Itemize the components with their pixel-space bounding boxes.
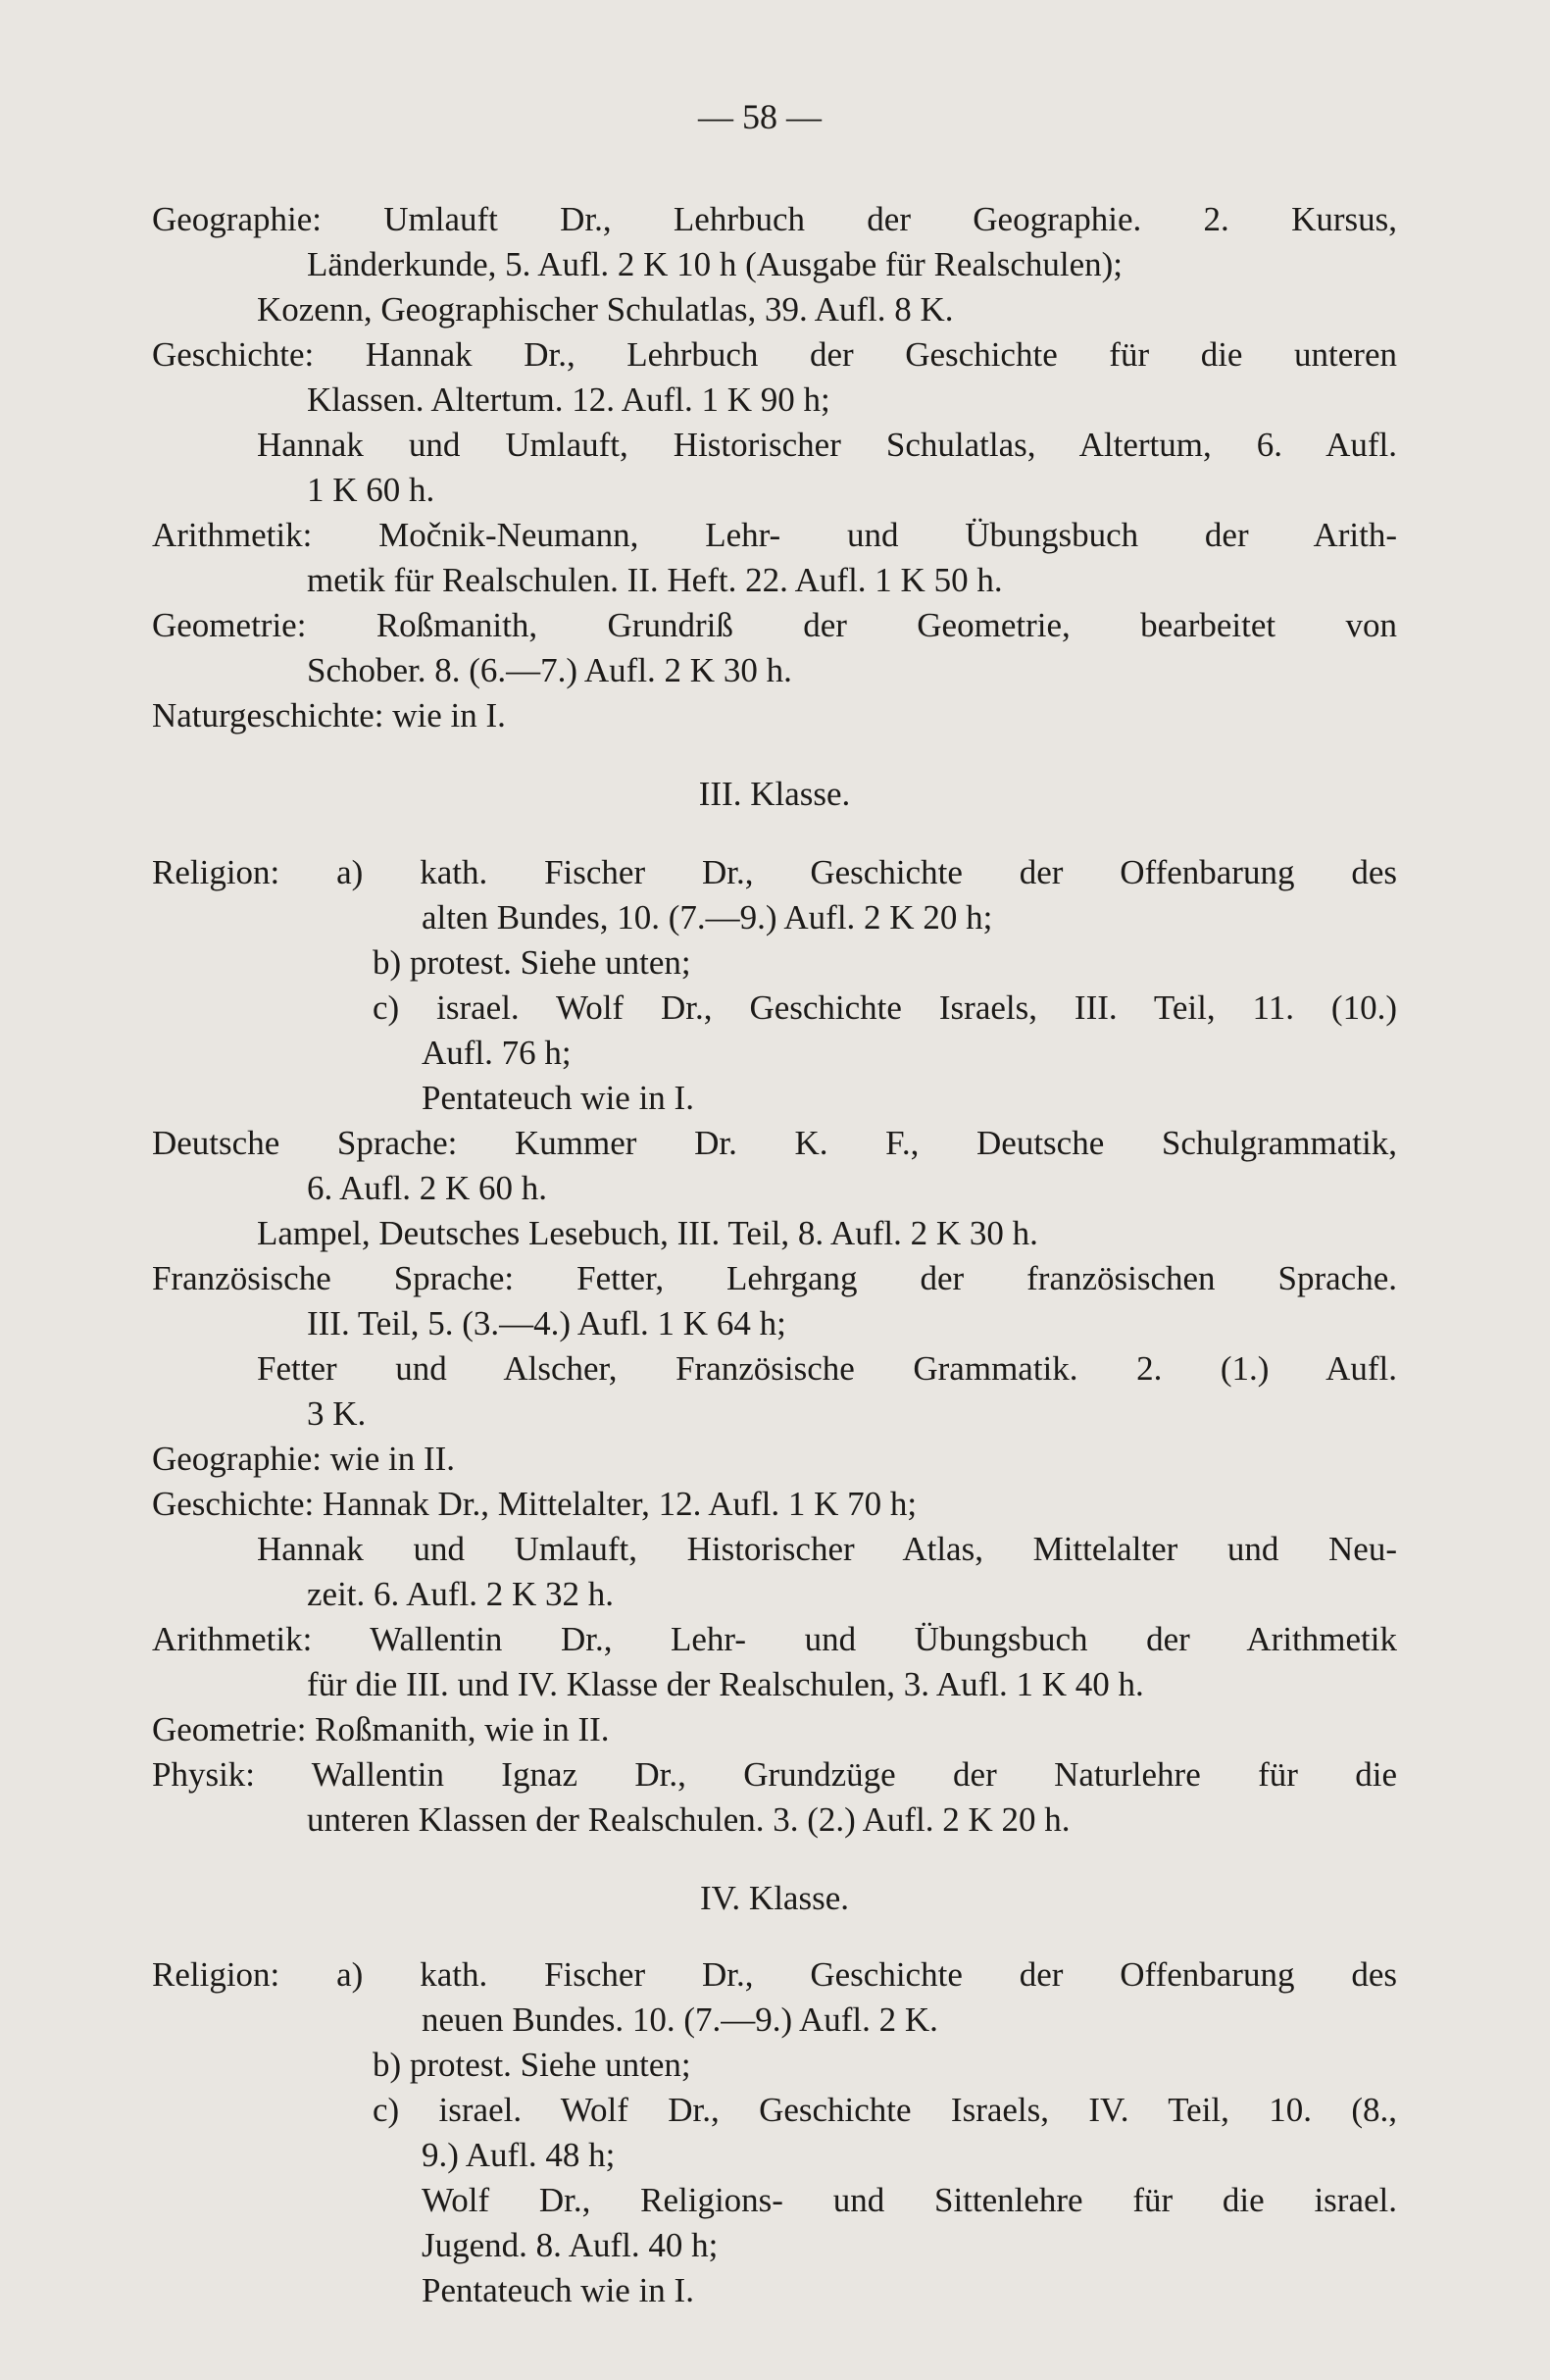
- text-line: Klassen. Altertum. 12. Aufl. 1 K 90 h;: [307, 380, 830, 419]
- text-line: Arithmetik: Močnik-Neumann, Lehr- und Übungsbuch der Arith-: [152, 516, 1397, 554]
- text-line: 9.) Aufl. 48 h;: [422, 2136, 616, 2174]
- text-line: Geographie: wie in II.: [152, 1440, 456, 1478]
- text-line: Geometrie: Roßmanith, Grundriß der Geometrie, bearbeitet von: [152, 606, 1397, 644]
- text-line: für die III. und IV. Klasse der Realschulen, 3. Aufl. 1 K 40 h.: [307, 1665, 1144, 1703]
- text-line: Hannak und Umlauft, Historischer Atlas, Mittelalter und Neu-: [257, 1530, 1397, 1568]
- text-line: Kozenn, Geographischer Schulatlas, 39. Aufl. 8 K.: [257, 290, 954, 329]
- text-line: alten Bundes, 10. (7.—9.) Aufl. 2 K 20 h;: [422, 898, 993, 937]
- text-line: Geographie: Umlauft Dr., Lehrbuch der Geographie. 2. Kursus,: [152, 200, 1397, 238]
- text-line: Länderkunde, 5. Aufl. 2 K 10 h (Ausgabe für Realschulen);: [307, 245, 1124, 283]
- text-line: Lampel, Deutsches Lesebuch, III. Teil, 8. Aufl. 2 K 30 h.: [257, 1214, 1038, 1252]
- section-heading-iii: III. Klasse.: [698, 775, 851, 813]
- text-line: Religion: a) kath. Fischer Dr., Geschichte der Offenbarung des: [152, 1955, 1397, 1994]
- text-line: c) israel. Wolf Dr., Geschichte Israels, III. Teil, 11. (10.): [373, 988, 1397, 1027]
- text-line: Schober. 8. (6.—7.) Aufl. 2 K 30 h.: [307, 651, 792, 689]
- text-line: 6. Aufl. 2 K 60 h.: [307, 1169, 547, 1207]
- text-line: c) israel. Wolf Dr., Geschichte Israels, IV. Teil, 10. (8.,: [373, 2091, 1397, 2129]
- text-line: Religion: a) kath. Fischer Dr., Geschichte der Offenbarung des: [152, 853, 1397, 891]
- text-line: Deutsche Sprache: Kummer Dr. K. F., Deutsche Schulgrammatik,: [152, 1124, 1397, 1162]
- text-line: b) protest. Siehe unten;: [373, 2046, 691, 2084]
- text-line: Hannak und Umlauft, Historischer Schulatlas, Altertum, 6. Aufl.: [257, 426, 1397, 464]
- text-line: unteren Klassen der Realschulen. 3. (2.) Aufl. 2 K 20 h.: [307, 1800, 1071, 1839]
- text-line: Pentateuch wie in I.: [422, 2271, 694, 2309]
- text-line: Naturgeschichte: wie in I.: [152, 696, 506, 734]
- text-line: III. Teil, 5. (3.—4.) Aufl. 1 K 64 h;: [307, 1304, 786, 1342]
- text-line: neuen Bundes. 10. (7.—9.) Aufl. 2 K.: [422, 2000, 938, 2039]
- text-line: Französische Sprache: Fetter, Lehrgang der französischen Sprache.: [152, 1259, 1397, 1297]
- text-line: 3 K.: [307, 1394, 367, 1433]
- page-number: — 58 —: [698, 97, 822, 136]
- text-line: Geschichte: Hannak Dr., Mittelalter, 12. Aufl. 1 K 70 h;: [152, 1485, 918, 1523]
- text-line: Aufl. 76 h;: [422, 1034, 572, 1072]
- section-heading-iv: IV. Klasse.: [700, 1879, 849, 1917]
- text-line: metik für Realschulen. II. Heft. 22. Aufl. 1 K 50 h.: [307, 561, 1003, 599]
- text-line: Arithmetik: Wallentin Dr., Lehr- und Übungsbuch der Arithmetik: [152, 1620, 1397, 1658]
- text-line: Geometrie: Roßmanith, wie in II.: [152, 1710, 610, 1748]
- text-line: Geschichte: Hannak Dr., Lehrbuch der Geschichte für die unteren: [152, 335, 1397, 374]
- text-line: Fetter und Alscher, Französische Grammatik. 2. (1.) Aufl.: [257, 1349, 1397, 1388]
- text-line: 1 K 60 h.: [307, 471, 435, 509]
- text-line: zeit. 6. Aufl. 2 K 32 h.: [307, 1575, 615, 1613]
- text-line: Physik: Wallentin Ignaz Dr., Grundzüge der Naturlehre für die: [152, 1755, 1397, 1794]
- text-line: Wolf Dr., Religions- und Sittenlehre für die israel.: [422, 2181, 1397, 2219]
- text-line: b) protest. Siehe unten;: [373, 943, 691, 982]
- text-line: Jugend. 8. Aufl. 40 h;: [422, 2226, 719, 2264]
- text-line: Pentateuch wie in I.: [422, 1079, 694, 1117]
